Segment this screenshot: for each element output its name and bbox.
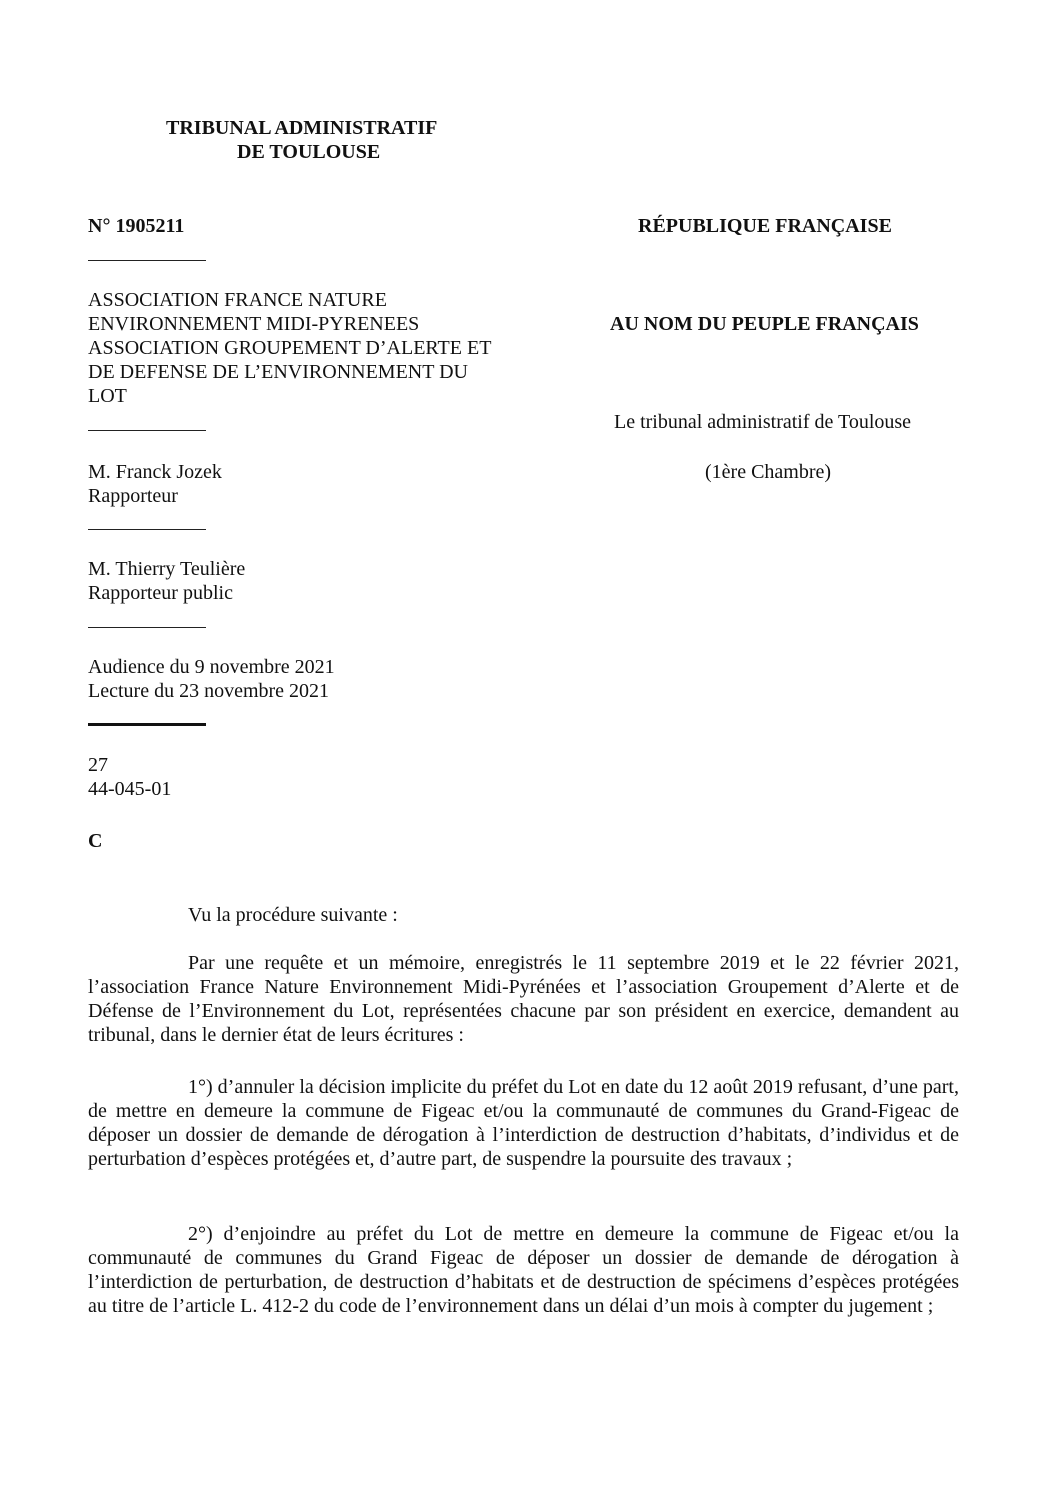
paragraph-text: Par une requête et un mémoire, enregistrés le 11 septembre 2019 et le 22 février 2021, l’association France Nature Environnement Midi-Pyrénées et l’association Groupement d’Alerte et de Défense de l’Environnement du Lot, représentées chacune par son président en exercice, demandent au tribunal, dans le dernier état de leurs écritures : <box>88 952 959 1046</box>
rapporteur-name: M. Franck Jozek <box>88 461 222 483</box>
separator <box>88 529 206 530</box>
audience-date: Audience du 9 novembre 2021 <box>88 656 335 678</box>
code-line: 44-045-01 <box>88 778 172 800</box>
codes-block <box>88 753 171 801</box>
code-line: 27 <box>88 754 108 776</box>
case-number: N° 1905211 <box>88 215 185 237</box>
chamber-label: (1ère Chambre) <box>705 461 832 483</box>
rapporteur-block <box>88 460 222 508</box>
court-name-line1: TRIBUNAL ADMINISTRATIF <box>166 117 438 139</box>
tribunal-line: Le tribunal administratif de Toulouse <box>614 411 912 433</box>
rapporteur-public-role: Rapporteur public <box>88 582 233 604</box>
party-line: DE DEFENSE DE L’ENVIRONNEMENT DU <box>88 361 468 383</box>
separator-thick <box>88 723 206 726</box>
body-paragraph-3 <box>88 1222 959 1318</box>
court-name-line2: DE TOULOUSE <box>237 141 381 163</box>
parties-block <box>88 288 491 408</box>
publication-letter: C <box>88 830 103 852</box>
party-line: ASSOCIATION FRANCE NATURE <box>88 289 387 311</box>
rapporteur-role: Rapporteur <box>88 485 178 507</box>
dates-block <box>88 655 335 703</box>
separator <box>88 430 206 431</box>
lecture-date: Lecture du 23 novembre 2021 <box>88 680 330 702</box>
body-paragraph-1 <box>88 951 959 1047</box>
party-line: ASSOCIATION GROUPEMENT D’ALERTE ET <box>88 337 492 359</box>
separator <box>88 627 206 628</box>
republic-heading: RÉPUBLIQUE FRANÇAISE <box>638 215 892 237</box>
rapporteur-public-name: M. Thierry Teulière <box>88 558 246 580</box>
party-line: LOT <box>88 385 127 407</box>
paragraph-text: 2°) d’enjoindre au préfet du Lot de mettre en demeure la commune de Figeac et/ou la communauté de communes du Grand Figeac de déposer un dossier de demande de dérogation à l’interdiction de perturbation, de destruction d’habitats et de destruction de spécimens d’espèces protégées au titre de l’article L. 412-2 du code de l’environnement dans un délai d’un mois à compter du jugement ; <box>88 1223 959 1317</box>
party-line: ENVIRONNEMENT MIDI-PYRENEES <box>88 313 420 335</box>
procedure-intro: Vu la procédure suivante : <box>188 904 398 926</box>
au-nom-heading: AU NOM DU PEUPLE FRANÇAIS <box>610 313 919 335</box>
paragraph-text: 1°) d’annuler la décision implicite du préfet du Lot en date du 12 août 2019 refusant, d’une part, de mettre en demeure la commune de Figeac et/ou la communauté de communes du Grand-Figeac de déposer un dossier de demande de dérogation à l’interdiction de destruction d’habitats, d’individus et de perturbation d’espèces protégées et, d’autre part, de suspendre la poursuite des travaux ; <box>88 1076 959 1170</box>
rapporteur-public-block <box>88 557 245 605</box>
court-name <box>166 116 437 164</box>
body-paragraph-2 <box>88 1075 959 1171</box>
separator <box>88 260 206 261</box>
